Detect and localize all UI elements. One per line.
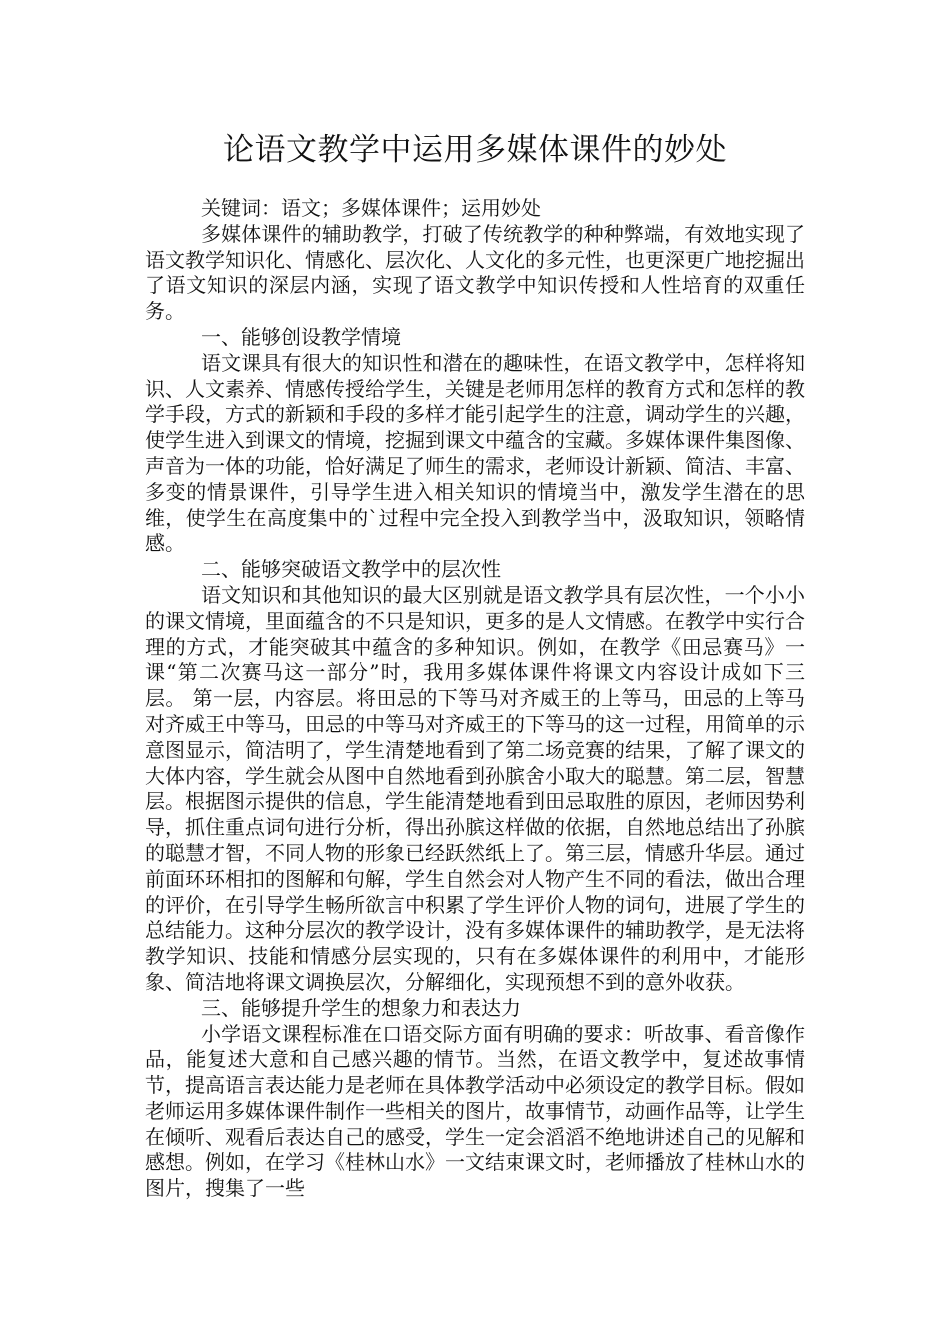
document-title: 论语文教学中运用多媒体课件的妙处 xyxy=(223,132,727,168)
intro-paragraph: 多媒体课件的辅助教学，打破了传统教学的种种弊端，有效地实现了语文教学知识化、情感化、层次化、人文化的多元性，也更深更广地挖掘出了语文知识的深层内涵，实现了语文教学中知识传授和人性培育的双重任务。 xyxy=(145,221,805,324)
section-heading-3: 三、能够提升学生的想象力和表达力 xyxy=(201,995,521,1020)
section-heading-2: 二、能够突破语文教学中的层次性 xyxy=(201,557,501,582)
section-body-1: 语文课具有很大的知识性和潜在的趣味性，在语文教学中，怎样将知识、人文素养、情感传授给学生，关键是老师用怎样的教育方式和怎样的教学手段，方式的新颖和手段的多样才能引起学生的注意，调动学生的兴趣，使学生进入到课文的情境，挖掘到课文中蕴含的宝藏。多媒体课件集图像、声音为一体的功能，恰好满足了师生的需求，老师设计新颖、简洁、丰富、多变的情景课件，引导学生进入相关知识的情境当中，激发学生潜在的思维，使学生在高度集中的`过程中完全投入到教学当中，汲取知识，领略情感。 xyxy=(145,350,805,556)
section-body-2: 语文知识和其他知识的最大区别就是语文教学具有层次性，一个小小的课文情境，里面蕴含的不只是知识，更多的是人文情感。在教学中实行合理的方式，才能突破其中蕴含的多种知识。例如，在教学《田忌赛马》一课“第二次赛马这一部分”时，我用多媒体课件将课文内容设计成如下三层。 第一层，内容层。将田忌的下等马对齐威王的上等马，田忌的上等马对齐威王中等马，田忌的中等马对齐威王的下等马的这一过程，用简单的示意图显示，简洁明了，学生清楚地看到了第二场竞赛的结果，了解了课文的大体内容，学生就会从图中自然地看到孙膑舍小取大的聪慧。第二层，智慧层。根据图示提供的信息，学生能清楚地看到田忌取胜的原因，老师因势利导，抓住重点词句进行分析，得出孙膑这样做的依据，自然地总结出了孙膑的聪慧才智，不同人物的形象已经跃然纸上了。第三层，情感升华层。通过前面环环相扣的图解和句解，学生自然会对人物产生不同的看法，做出合理的评价，在引导学生畅所欲言中积累了学生评价人物的词句，进展了学生的总结能力。这种分层次的教学设计，没有多媒体课件的辅助教学，是无法将教学知识、技能和情感分层实现的，只有在多媒体课件的利用中，才能形象、简洁地将课文调换层次，分解细化，实现预想不到的意外收获。 xyxy=(145,582,805,994)
keywords-line: 关键词：语文；多媒体课件；运用妙处 xyxy=(201,196,541,220)
section-body-3: 小学语文课程标准在口语交际方面有明确的要求：听故事、看音像作品，能复述大意和自己感兴趣的情节。当然，在语文教学中，复述故事情节，提高语言表达能力是老师在具体教学活动中必须设定的教学目标。假如老师运用多媒体课件制作一些相关的图片，故事情节，动画作品等，让学生在倾听、观看后表达自己的感受，学生一定会滔滔不绝地讲述自己的见解和感想。例如，在学习《桂林山水》一文结束课文时，老师播放了桂林山水的图片，搜集了一些 xyxy=(145,1021,805,1201)
section-heading-1: 一、能够创设教学情境 xyxy=(201,324,401,349)
document-page xyxy=(145,128,805,1202)
